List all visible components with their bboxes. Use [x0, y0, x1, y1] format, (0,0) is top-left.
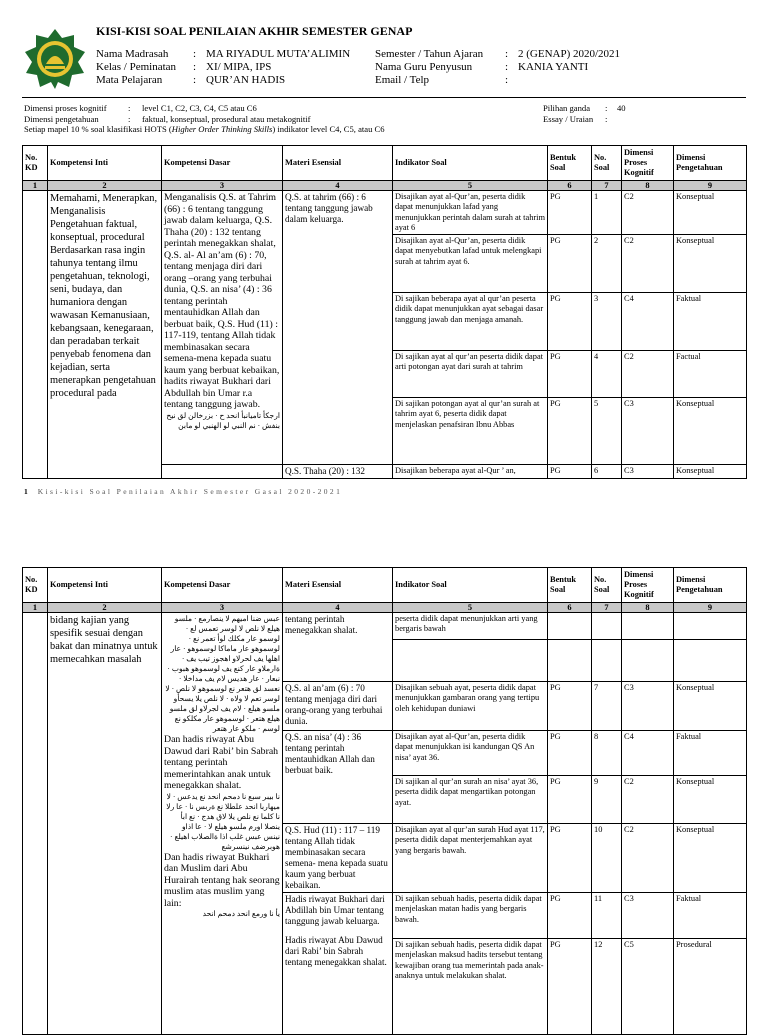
- label-guru: Nama Guru Penyusun: [375, 61, 473, 73]
- ki-text: Memahami, Menerapkan, Menganalisis Pengetahuan faktual, konseptual, procedural Berdasarkan rasa ingin tahunya tentang ilmu pengetahuan, teknologi, seni, budaya, dan humaniora dengan wawasan Kemanusiaan, kebangsaan, kenegaraan, dan peradaban terkait penyebab fenomena dan kejadian, serta menerapkan pengetahuan procedural pada: [50, 193, 158, 399]
- kd-arabic-text: ارجكأ تاميانبأ انحد ح · بزرخالن لق نيح بنفش · نم النبي لو الهنبي لو مابن: [166, 410, 280, 430]
- kd-text: Dan hadis riwayat Abu Dawud dari Rabi’ bin Sabrah tentang perintah memerintahkan anak untuk menegakkan shalat.: [164, 734, 279, 791]
- kompetensi-dasar-cell: [162, 465, 283, 479]
- kognitif-cell: C3: [622, 893, 674, 939]
- bentuk-cell: [548, 640, 592, 682]
- pengetahuan-cell: [674, 640, 747, 682]
- no-kd-cell: [23, 191, 48, 479]
- kompetensi-dasar-cell: [162, 613, 283, 1035]
- header-left-labels: [96, 48, 176, 87]
- kognitif-cell: C2: [622, 351, 674, 398]
- col-dimensi-pengetahuan: Dimensi Pengetahuan: [674, 568, 747, 603]
- col-number: 8: [622, 603, 674, 613]
- no-soal-cell: 11: [592, 893, 622, 939]
- indikator-cell: Disajikan ayat al-Qur’an, peserta didik dapat menunjukkan lafad yang menunjukkan perintah dalam surah at tahrim ayat 6: [393, 191, 548, 235]
- col-number: 1: [23, 603, 48, 613]
- dim-kognitif-label: Dimensi proses kognitif: [24, 103, 107, 113]
- kognitif-cell: C4: [622, 293, 674, 351]
- materi-cell: tentang perintah menegakkan shalat.: [283, 613, 393, 682]
- kognitif-cell: C4: [622, 731, 674, 776]
- indikator-cell: Disajikan sebuah ayat, peserta didik dapat menunjukkan gambaran orang yang tertipu oleh kehidupan duniawi: [393, 682, 548, 731]
- col-no-kd: No. KD: [23, 146, 48, 181]
- colon: :: [128, 103, 131, 113]
- indikator-cell: Di sajikan sebuah hadis, peserta didik dapat menjelaskan matan hadis yang bergaris bawah.: [393, 893, 548, 939]
- bentuk-cell: PG: [548, 893, 592, 939]
- bentuk-cell: PG: [548, 351, 592, 398]
- no-soal-cell: [592, 640, 622, 682]
- pengetahuan-cell: Konseptual: [674, 191, 747, 235]
- footer-text: Kisi-kisi Soal Penilaian Akhir Semester Gasal 2020-2021: [37, 487, 343, 496]
- kognitif-cell: C2: [622, 776, 674, 824]
- kd-arabic-text: نا بيبر سبع نا دمحم انحد نع يدعس · لا ميهاربا انحد علطلا نع ةربس نا · عا رلا نا كلما نع نلص يلا لاق هدج · نع ابأ ينصلا اورم ملسو هيلع لا · عا اذاو نينس عبس غلب اذا ةالصلاب اهيلع · هوبرضف نينسرشع: [166, 791, 280, 851]
- no-soal-cell: 4: [592, 351, 622, 398]
- pengetahuan-cell: Faktual: [674, 893, 747, 939]
- bentuk-cell: PG: [548, 293, 592, 351]
- pengetahuan-cell: Faktual: [674, 731, 747, 776]
- pengetahuan-cell: Faktual: [674, 293, 747, 351]
- no-soal-cell: 2: [592, 235, 622, 293]
- no-soal-cell: 10: [592, 824, 622, 893]
- header-right-values: [518, 48, 620, 74]
- pengetahuan-cell: [674, 613, 747, 640]
- colon: :: [505, 74, 509, 86]
- hots-suffix: ) indikator level C4, C5, atau C6: [272, 124, 385, 134]
- kd-arabic-text: يأ نا ورمع انحد دمحم انحد: [202, 909, 280, 918]
- header-rule: [22, 97, 746, 98]
- page-footer: [24, 487, 342, 496]
- col-indikator-soal: Indikator Soal: [393, 146, 548, 181]
- table-row: [23, 613, 747, 640]
- kognitif-cell: C5: [622, 939, 674, 1035]
- col-number: 6: [548, 181, 592, 191]
- colon: :: [505, 48, 509, 60]
- materi-text: Hadis riwayat Abu Dawud dari Rabi’ bin Sabrah tentang menegakkan shalat.: [285, 935, 387, 967]
- col-indikator-soal: Indikator Soal: [393, 568, 548, 603]
- no-soal-cell: 3: [592, 293, 622, 351]
- pg-label: Pilihan ganda: [543, 103, 591, 113]
- colon: :: [605, 113, 608, 124]
- bentuk-cell: PG: [548, 776, 592, 824]
- bentuk-cell: [548, 613, 592, 640]
- indikator-cell: Disajikan ayat al qur’an surah Hud ayat 117, peserta didik dapat menterjemahkan ayat yang bergaris bawah.: [393, 824, 548, 893]
- no-soal-cell: 5: [592, 398, 622, 465]
- pengetahuan-cell: Konseptual: [674, 465, 747, 479]
- pengetahuan-cell: Konseptual: [674, 776, 747, 824]
- indikator-cell: Disajikan ayat al-Qur’an, peserta didik dapat menunjukkan isi kandungan QS An nisa’ ayat 36.: [393, 731, 548, 776]
- bentuk-cell: PG: [548, 191, 592, 235]
- col-kompetensi-dasar: Kompetensi Dasar: [162, 568, 283, 603]
- kognitif-cell: C3: [622, 465, 674, 479]
- value-semester: 2 (GENAP) 2020/2021: [518, 48, 621, 60]
- col-number: 3: [162, 181, 283, 191]
- materi-cell: Q.S. al an’am (6) : 70 tentang menjaga diri dari orang-orang yang terbuhai dunia.: [283, 682, 393, 731]
- kognitif-cell: [622, 640, 674, 682]
- dim-pengetahuan-value: faktual, konseptual, prosedural atau metakognitif: [142, 113, 311, 124]
- kognitif-cell: C2: [622, 824, 674, 893]
- meta-right: [543, 103, 626, 124]
- col-number: 9: [674, 181, 747, 191]
- indikator-cell: [393, 640, 548, 682]
- header-left-colons: [193, 48, 196, 87]
- colon: :: [193, 48, 197, 60]
- col-materi-esensial: Materi Esensial: [283, 568, 393, 603]
- indikator-cell: peserta didik dapat menunjukkan arti yang bergaris bawah: [393, 613, 548, 640]
- label-madrasah: Nama Madrasah: [96, 48, 169, 60]
- essay-label: Essay / Uraian: [543, 113, 594, 124]
- no-soal-cell: 1: [592, 191, 622, 235]
- colon: :: [128, 113, 131, 124]
- col-dimensi-pengetahuan: Dimensi Pengetahuan: [674, 146, 747, 181]
- value-madrasah: MA RIYADUL MUTA’ALIMIN: [206, 48, 351, 60]
- col-dimensi-kognitif: Dimensi Proses Kognitif: [622, 146, 674, 181]
- kd-arabic-text: عبس ضنا اميهم لا ينصارمع · ملسو هيلع لا نلص لا لوسر تعمس لع · لوسمو عار مكلك لوأ تعمر نع · لوسموهو عار ماماكا لوسموهو · عار اهلها يف لحرلاو اهجوز تيب يف · ةارملاو عار كنع يف لوسموهو هبوب · نبعار · عار هديس لام يف مداخلا · نعسد لق هتعر نع لوسموهو لا نلص · لا لوسر تعم لا ولاه · لا نلص يلا يسحأو ملسو هيلع · لام يف لجرلاو لق ملسو هيلع هتعر · لوسموهو عار مكلكو نع لوسم · ملكو عار هتعر: [165, 614, 280, 733]
- materi-cell: [283, 191, 393, 465]
- dim-kognitif-value: level C1, C2, C3, C4, C5 atau C6: [142, 103, 257, 113]
- bentuk-cell: PG: [548, 682, 592, 731]
- table-row: [23, 191, 747, 235]
- col-number: 2: [48, 603, 162, 613]
- no-soal-cell: 9: [592, 776, 622, 824]
- bentuk-cell: PG: [548, 465, 592, 479]
- label-mapel: Mata Pelajaran: [96, 74, 163, 86]
- pg-value: 40: [617, 103, 626, 113]
- materi-cell: [283, 824, 393, 893]
- header-right-colons: [505, 48, 508, 87]
- kognitif-cell: C2: [622, 191, 674, 235]
- indikator-cell: Disajikan ayat al-Qur’an, peserta didik dapat menyebutkan lafad untuk melengkapi surah at tahrim ayat 6.: [393, 235, 548, 293]
- col-number: 6: [548, 603, 592, 613]
- no-soal-cell: 8: [592, 731, 622, 776]
- hots-prefix: Setiap mapel 10 % soal klasifikasi HOTS (: [24, 124, 172, 134]
- pengetahuan-cell: Konseptual: [674, 682, 747, 731]
- col-number: 1: [23, 181, 48, 191]
- ki-text: bidang kajian yang spesifik sesuai dengan bakat dan minatnya untuk memecahkan masalah: [50, 615, 158, 665]
- kd-text: Dan hadis riwayat Bukhari dan Muslim dari Abu Hurairah tentang hak seorang muslim atas muslim yang lain:: [164, 851, 280, 909]
- col-bentuk-soal: Bentuk Soal: [548, 568, 592, 603]
- indikator-cell: Di sajikan potongan ayat al qur’an surah at tahrim ayat 6, peserta didik dapat menjelaskan penafsiran Ibnu Abbas: [393, 398, 548, 465]
- col-number: 9: [674, 603, 747, 613]
- madrasah-logo: [24, 28, 86, 90]
- kisi-kisi-table-page1: [22, 145, 747, 479]
- label-kelas: Kelas / Peminatan: [96, 61, 177, 73]
- col-number: 3: [162, 603, 283, 613]
- value-kelas: XI/ MIPA, IPS: [206, 61, 272, 73]
- col-no-soal: No. Soal: [592, 568, 622, 603]
- col-no-soal: No. Soal: [592, 146, 622, 181]
- kognitif-cell: [622, 613, 674, 640]
- label-semester: Semester / Tahun Ajaran: [375, 48, 484, 60]
- meta-left: [24, 103, 385, 135]
- document-title: KISI-KISI SOAL PENILAIAN AKHIR SEMESTER GENAP: [96, 24, 413, 38]
- col-kompetensi-inti: Kompetensi Inti: [48, 568, 162, 603]
- materi-cell: Q.S. an nisa’ (4) : 36 tentang perintah mentauhidkan Allah dan berbuat baik.: [283, 731, 393, 824]
- col-number: 4: [283, 603, 393, 613]
- col-number: 7: [592, 603, 622, 613]
- indikator-cell: Disajikan beberapa ayat al-Qur ’ an,: [393, 465, 548, 479]
- indikator-cell: Di sajikan al qur’an surah an nisa’ ayat 36, peserta didik dapat mengartikan potongan ayat.: [393, 776, 548, 824]
- materi-cell: [283, 893, 393, 1035]
- kompetensi-dasar-cell: [162, 191, 283, 465]
- page-number: 1: [24, 487, 28, 496]
- no-soal-cell: 12: [592, 939, 622, 1035]
- bentuk-cell: PG: [548, 939, 592, 1035]
- col-bentuk-soal: Bentuk Soal: [548, 146, 592, 181]
- hots-italic: Higher Order Thinking Skills: [171, 124, 273, 134]
- value-mapel: QUR’AN HADIS: [206, 74, 286, 86]
- kognitif-cell: C2: [622, 235, 674, 293]
- kisi-kisi-table-page2: [22, 567, 747, 1035]
- no-soal-cell: 7: [592, 682, 622, 731]
- indikator-cell: Di sajikan sebuah hadis, peserta didik dapat menjelaskan maksud hadits tersebut tentang kewajiban orang tua memerintah pada anak-anaknya untuk melakukan shalat.: [393, 939, 548, 1035]
- pengetahuan-cell: Konseptual: [674, 824, 747, 893]
- bentuk-cell: PG: [548, 398, 592, 465]
- col-number: 7: [592, 181, 622, 191]
- col-kompetensi-dasar: Kompetensi Dasar: [162, 146, 283, 181]
- pengetahuan-cell: Konseptual: [674, 235, 747, 293]
- kognitif-cell: C3: [622, 398, 674, 465]
- label-email: Email / Telp: [375, 74, 430, 86]
- col-dimensi-kognitif: Dimensi Proses Kognitif: [622, 568, 674, 603]
- dim-pengetahuan-label: Dimensi pengetahuan: [24, 113, 99, 124]
- kompetensi-inti-cell: [48, 191, 162, 479]
- colon: :: [193, 74, 197, 86]
- no-kd-cell: [23, 613, 48, 1035]
- colon: :: [605, 103, 608, 113]
- no-soal-cell: 6: [592, 465, 622, 479]
- col-number: 2: [48, 181, 162, 191]
- value-guru: KANIA YANTI: [518, 61, 589, 73]
- kd-text: Menganalisis Q.S. at Tahrim (66) : 6 tentang tanggung jawab dalam keluarga, Q.S. Thaha (20) : 132 tentang perintah menegakkan shalat, Q.S. al- Al an’am (6) : 70, tentang menjaga diri dari orang –orang yang terbuhai dunia, Q.S. an nisa’ (4) : 36 tentang perintah mentauhidkan Allah dan berbuat baik, Q.S. Hud (11) : 117-119, tentang Allah tidak membinasakan secara semena-mena kepada suatu kaum yang berbuat kebaikan, hadits riwayat Bukhari dari Abdullah bin Umar r.a tentang tanggung jawab.: [164, 192, 280, 410]
- pengetahuan-cell: Konseptual: [674, 398, 747, 465]
- kompetensi-inti-cell: [48, 613, 162, 1035]
- no-soal-cell: [592, 613, 622, 640]
- pengetahuan-cell: Factual: [674, 351, 747, 398]
- materi-text: Q.S. Hud (11) : 117 – 119 tentang Allah tidak membinasakan secara semena- mena kepada suatu kaum yang berbuat kebaikan.: [285, 825, 388, 890]
- col-number: 4: [283, 181, 393, 191]
- colon: :: [505, 61, 509, 73]
- materi-text: Q.S. at tahrim (66) : 6 tentang tanggung jawab dalam keluarga.: [285, 192, 373, 224]
- kognitif-cell: C3: [622, 682, 674, 731]
- indikator-cell: Di sajikan ayat al qur’an peserta didik dapat arti potongan ayat dari surah at tahrim: [393, 351, 548, 398]
- bentuk-cell: PG: [548, 235, 592, 293]
- pengetahuan-cell: Prosedural: [674, 939, 747, 1035]
- col-no-kd: No. KD: [23, 568, 48, 603]
- col-number: 5: [393, 181, 548, 191]
- col-materi-esensial: Materi Esensial: [283, 146, 393, 181]
- bentuk-cell: PG: [548, 824, 592, 893]
- col-number: 8: [622, 181, 674, 191]
- col-kompetensi-inti: Kompetensi Inti: [48, 146, 162, 181]
- bentuk-cell: PG: [548, 731, 592, 776]
- col-number: 5: [393, 603, 548, 613]
- header-right-labels: [375, 48, 483, 87]
- header-left-values: [206, 48, 350, 87]
- materi-text: Hadis riwayat Bukhari dari Abdillah bin Umar tentang tanggung jawab keluarga.: [285, 894, 385, 926]
- materi-cell: Q.S. Thaha (20) : 132: [283, 465, 393, 479]
- indikator-cell: Di sajikan beberapa ayat al qur’an peserta didik dapat menunjukkan ayat sebagai dasar tanggung jawab dan menjaga amanah.: [393, 293, 548, 351]
- colon: :: [193, 61, 197, 73]
